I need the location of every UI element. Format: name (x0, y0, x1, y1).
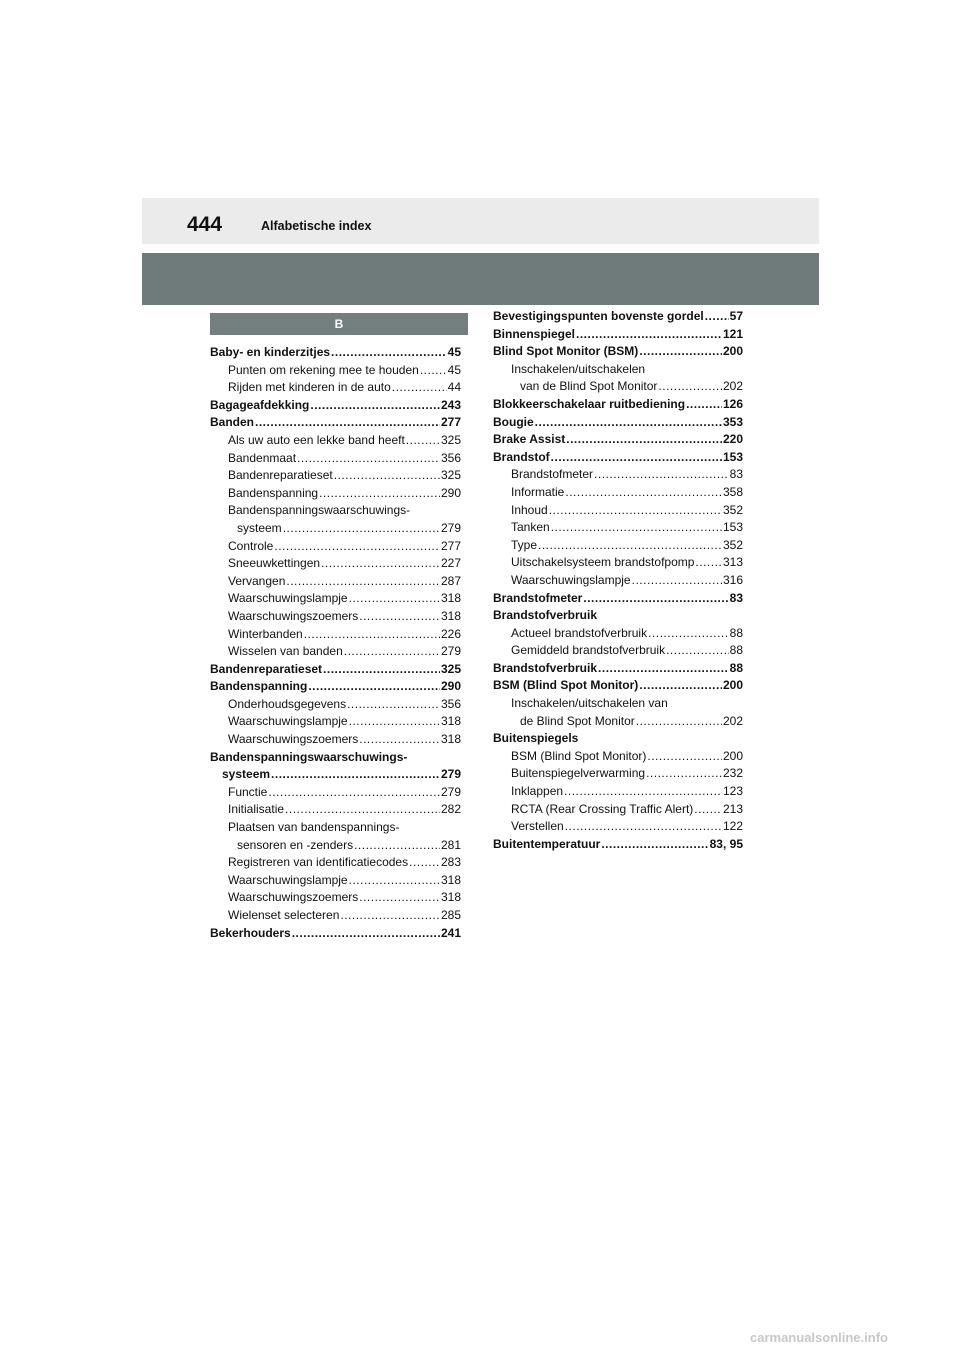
dot-leader (648, 625, 729, 643)
index-entry-page: 227 (440, 556, 461, 571)
index-entry-page: 83 (729, 467, 743, 482)
index-entry-text: Bandenspanning (228, 485, 319, 500)
index-entry-text: Type (511, 537, 538, 552)
index-entry-text: Bandenmaat (228, 450, 297, 465)
index-entry (210, 397, 461, 415)
index-entry-page: 202 (722, 713, 743, 728)
index-entry-page: 318 (440, 890, 461, 905)
index-entry-text: Waarschuwingszoemers (228, 732, 359, 747)
index-entry-text: Vervangen (228, 573, 286, 588)
dot-leader (705, 308, 729, 326)
index-entry (210, 837, 461, 855)
index-entry-page: 325 (440, 468, 461, 483)
index-entry-page: 279 (440, 784, 461, 799)
index-entry-page: 325 (440, 661, 461, 676)
index-entry (210, 819, 461, 837)
index-entry-text: Controle (228, 538, 274, 553)
dot-leader (406, 432, 440, 450)
index-entry (493, 519, 743, 537)
index-entry-page: 352 (722, 502, 743, 517)
index-entry (210, 678, 461, 696)
index-entry-text: Brake Assist (493, 432, 566, 447)
dot-leader (647, 748, 722, 766)
index-entry-page: 232 (722, 766, 743, 781)
index-entry (493, 695, 743, 713)
dot-leader (694, 801, 722, 819)
index-entry-page: 153 (722, 520, 743, 535)
index-entry (210, 450, 461, 468)
index-entry-page: 290 (440, 679, 461, 694)
index-entry-page: 279 (440, 767, 461, 782)
index-entry (493, 748, 743, 766)
index-entry-text: Inschakelen/uitschakelen (511, 361, 646, 376)
dot-leader (551, 519, 722, 537)
index-entry (210, 801, 461, 819)
index-entry (210, 362, 461, 380)
index-entry (210, 643, 461, 661)
index-entry-page: 356 (440, 450, 461, 465)
index-entry-page: 88 (729, 625, 743, 640)
index-entry (210, 749, 461, 767)
dot-leader (268, 784, 440, 802)
dot-leader (535, 414, 722, 432)
dot-leader (564, 783, 722, 801)
index-entry-text: Bandenspanningswaarschuwings- (210, 749, 408, 764)
index-entry (210, 502, 461, 520)
index-entry (210, 344, 461, 362)
dot-leader (646, 765, 722, 783)
index-entry-page: 45 (447, 345, 461, 359)
index-entry (210, 590, 461, 608)
dot-leader (538, 537, 722, 555)
index-entry (493, 396, 743, 414)
index-entry-text: Bevestigingspunten bovenste gordel (493, 309, 704, 323)
dot-leader (344, 643, 440, 661)
index-entry-page: 226 (440, 626, 461, 641)
index-entry-text: Sneeuwkettingen (228, 556, 321, 571)
index-entry-text: Brandstofmeter (511, 467, 594, 482)
index-entry-text: Plaatsen van bandenspannings- (228, 820, 400, 835)
index-entry (493, 607, 743, 625)
dot-leader (686, 396, 722, 414)
index-entry (493, 414, 743, 432)
index-entry (210, 661, 461, 679)
index-entry-text: Waarschuwingslampje (228, 872, 348, 887)
index-entry-page: 318 (440, 872, 461, 887)
dot-leader (354, 837, 440, 855)
dot-leader (359, 889, 440, 907)
decorative-band (142, 253, 819, 305)
index-entry-text: Banden (210, 415, 255, 430)
index-entry (493, 713, 743, 731)
index-entry-text: Buitenspiegels (493, 731, 579, 746)
index-entry-text: Tanken (511, 520, 550, 535)
index-entry (210, 467, 461, 485)
index-entry-text: Winterbanden (228, 626, 303, 641)
index-entry-text: Uitschakelsysteem brandstofpomp (511, 555, 695, 570)
index-entry (493, 677, 743, 695)
dot-leader (285, 801, 440, 819)
section-title: Alfabetische index (261, 219, 372, 233)
index-entry (493, 660, 743, 678)
dot-leader (695, 554, 722, 572)
index-entry-text: sensoren en -zenders (237, 837, 354, 852)
dot-leader (666, 642, 729, 660)
dot-leader (636, 713, 722, 731)
index-entry-text: Informatie (511, 484, 565, 499)
index-entry (210, 626, 461, 644)
dot-leader (331, 344, 447, 362)
dot-leader (308, 678, 440, 696)
index-entry-page: 279 (440, 520, 461, 535)
dot-leader (323, 661, 440, 679)
dot-leader (392, 379, 447, 397)
index-entry-page: 358 (722, 484, 743, 499)
index-entry (493, 765, 743, 783)
dot-leader (271, 766, 440, 784)
index-entry (493, 572, 743, 590)
index-entry (493, 326, 743, 344)
index-entry-text: Bandenspanningswaarschuwings- (228, 503, 411, 518)
index-entry (493, 554, 743, 572)
index-entry-text: Blokkeerschakelaar ruitbediening (493, 396, 686, 411)
index-entry-text: Brandstof (493, 449, 550, 464)
dot-leader (349, 713, 440, 731)
index-entry-text: Bougie (493, 414, 534, 429)
index-entry-text: Punten om rekening mee te houden (228, 362, 419, 377)
index-entry-text: Waarschuwingslampje (228, 714, 348, 729)
index-entry-page: 200 (722, 678, 743, 693)
dot-leader (286, 573, 440, 591)
index-entry-text: Verstellen (511, 819, 564, 834)
dot-leader (359, 608, 440, 626)
index-entry-page: 282 (440, 802, 461, 817)
index-entry-page: 123 (722, 784, 743, 799)
index-entry (210, 432, 461, 450)
footer-watermark: carmanualsonline.info (750, 1330, 888, 1345)
index-entry-text: Inschakelen/uitschakelen van (511, 696, 668, 711)
index-entry-text: Binnenspiegel (493, 326, 576, 341)
dot-leader (310, 397, 440, 415)
index-entry-text: Initialisatie (228, 802, 285, 817)
dot-leader (565, 484, 722, 502)
index-entry (493, 836, 743, 854)
index-entry-page: 88 (729, 643, 743, 658)
index-entry (493, 502, 743, 520)
dot-leader (283, 520, 440, 538)
index-entry-page: 277 (440, 538, 461, 553)
index-entry-text: Wielenset selecteren (228, 908, 340, 922)
index-entry-text: Waarschuwingszoemers (228, 608, 359, 623)
index-entry (493, 484, 743, 502)
index-entry-text: BSM (Blind Spot Monitor) (511, 748, 647, 763)
dot-leader (598, 660, 729, 678)
index-entry-page: 325 (440, 432, 461, 447)
index-entry (493, 590, 743, 608)
index-entry (493, 801, 743, 819)
index-entry (210, 731, 461, 749)
index-entry-page: 277 (440, 415, 461, 430)
dot-leader (334, 467, 440, 485)
index-entry-page: 122 (722, 819, 743, 834)
index-entry-page: 83, 95 (709, 836, 743, 851)
index-entry (210, 889, 461, 907)
index-entry-page: 220 (722, 432, 743, 447)
dot-leader (304, 626, 440, 644)
index-entry (493, 466, 743, 484)
dot-leader (319, 485, 440, 503)
index-entry (493, 818, 743, 836)
index-entry-page: 285 (440, 908, 461, 922)
index-entry-text: Gemiddeld brandstofverbruik (511, 643, 666, 658)
index-entry (210, 925, 461, 943)
index-entry-page: 318 (440, 608, 461, 623)
dot-leader (658, 378, 722, 396)
index-entry-page: 353 (722, 414, 743, 429)
index-entry (493, 730, 743, 748)
index-entry (493, 431, 743, 449)
dot-leader (565, 818, 722, 836)
index-entry-text: Waarschuwingszoemers (228, 890, 359, 905)
index-entry (493, 378, 743, 396)
dot-leader (349, 872, 440, 890)
dot-leader (594, 466, 729, 484)
index-entry-page: 202 (722, 379, 743, 394)
index-entry-page: 213 (722, 801, 743, 816)
index-entry-text: systeem (237, 520, 282, 535)
index-entry-page: 83 (729, 590, 743, 605)
index-entry-page: 200 (722, 344, 743, 359)
index-entry-text: Bandenreparatieset (210, 661, 323, 676)
dot-leader (274, 538, 440, 556)
page-number: 444 (187, 213, 223, 236)
header-band (142, 198, 819, 244)
index-entry-text: Buitenspiegelverwarming (511, 766, 646, 781)
index-entry-text: Rijden met kinderen in de auto (228, 380, 391, 395)
index-entry-page: 57 (729, 309, 743, 323)
index-entry-page: 352 (722, 537, 743, 552)
dot-leader (639, 343, 722, 361)
index-entry-page: 44 (447, 380, 461, 395)
index-entry-page: 281 (440, 837, 461, 852)
dot-leader (321, 555, 440, 573)
index-entry (210, 538, 461, 556)
index-column-left (210, 344, 461, 942)
index-entry-text: Brandstofmeter (493, 590, 583, 605)
index-entry-page: 318 (440, 732, 461, 747)
index-column-right (493, 308, 743, 853)
index-entry-text: Bandenspanning (210, 679, 308, 694)
dot-leader (347, 696, 440, 714)
dot-leader (349, 590, 440, 608)
dot-leader (583, 590, 728, 608)
index-entry-text: Bekerhouders (210, 925, 291, 940)
index-entry-page: 126 (722, 396, 743, 411)
index-entry (210, 872, 461, 890)
dot-leader (340, 907, 440, 925)
dot-leader (549, 502, 722, 520)
index-entry (493, 783, 743, 801)
dot-leader (420, 362, 447, 380)
index-entry (210, 485, 461, 503)
index-entry (210, 414, 461, 432)
index-entry-text: Bagageafdekking (210, 397, 310, 412)
index-entry-page: 318 (440, 591, 461, 606)
index-entry-text: Brandstofverbruik (493, 608, 598, 623)
index-entry-page: 121 (722, 326, 743, 341)
index-entry-text: Waarschuwingslampje (511, 572, 631, 587)
index-entry (210, 555, 461, 573)
index-entry-page: 279 (440, 644, 461, 659)
index-entry-page: 283 (440, 855, 461, 870)
index-entry-text: BSM (Blind Spot Monitor) (493, 678, 639, 693)
dot-leader (639, 677, 722, 695)
index-entry-page: 290 (440, 485, 461, 500)
index-entry (493, 361, 743, 379)
index-entry (210, 520, 461, 538)
dot-leader (576, 326, 722, 344)
index-entry (210, 713, 461, 731)
index-entry-text: de Blind Spot Monitor (520, 713, 635, 728)
index-entry-text: Inklappen (511, 784, 564, 799)
index-entry-text: RCTA (Rear Crossing Traffic Alert) (511, 801, 694, 816)
index-entry-page: 318 (440, 714, 461, 729)
index-entry-text: Actueel brandstofverbruik (511, 625, 648, 640)
dot-leader (292, 925, 440, 943)
dot-leader (409, 854, 440, 872)
index-entry (210, 573, 461, 591)
dot-leader (601, 836, 708, 854)
index-entry-page: 88 (729, 660, 743, 675)
index-entry (210, 379, 461, 397)
index-entry (493, 642, 743, 660)
dot-leader (297, 450, 440, 468)
index-entry (493, 449, 743, 467)
dot-leader (566, 431, 722, 449)
index-entry-page: 243 (440, 397, 461, 412)
index-entry (210, 766, 461, 784)
index-entry-page: 356 (440, 696, 461, 711)
dot-leader (359, 731, 440, 749)
index-entry-page: 287 (440, 573, 461, 588)
index-entry-text: Waarschuwingslampje (228, 591, 348, 606)
index-entry (493, 537, 743, 555)
index-entry (210, 854, 461, 872)
index-entry-text: Functie (228, 784, 268, 799)
dot-leader (551, 449, 722, 467)
index-entry-text: Registreren van identificatiecodes (228, 855, 409, 870)
index-entry-page: 241 (440, 925, 461, 940)
index-entry-text: Onderhoudsgegevens (228, 696, 347, 711)
index-entry-text: Blind Spot Monitor (BSM) (493, 344, 639, 359)
index-entry-page: 200 (722, 748, 743, 763)
index-entry (493, 343, 743, 361)
index-entry (210, 696, 461, 714)
dot-leader (255, 414, 440, 432)
index-entry (493, 625, 743, 643)
index-entry-text: Baby- en kinderzitjes (210, 345, 331, 359)
index-entry-text: Buitentemperatuur (493, 836, 601, 851)
index-entry-page: 153 (722, 449, 743, 464)
index-entry-page: 313 (722, 555, 743, 570)
index-letter-heading: B (210, 313, 468, 335)
index-entry-page: 316 (722, 572, 743, 587)
index-entry (493, 308, 743, 326)
index-entry-text: Als uw auto een lekke band heeft (228, 432, 405, 447)
index-entry-page: 45 (447, 362, 461, 377)
dot-leader (632, 572, 722, 590)
index-entry-text: Bandenreparatieset (228, 468, 333, 483)
index-entry-text: systeem (222, 767, 271, 782)
index-entry-text: Inhoud (511, 502, 548, 517)
index-entry-text: Brandstofverbruik (493, 660, 598, 675)
index-entry (210, 784, 461, 802)
index-entry (210, 907, 461, 925)
index-entry-text: Wisselen van banden (228, 644, 343, 659)
index-entry (210, 608, 461, 626)
index-entry-text: van de Blind Spot Monitor (520, 379, 658, 394)
